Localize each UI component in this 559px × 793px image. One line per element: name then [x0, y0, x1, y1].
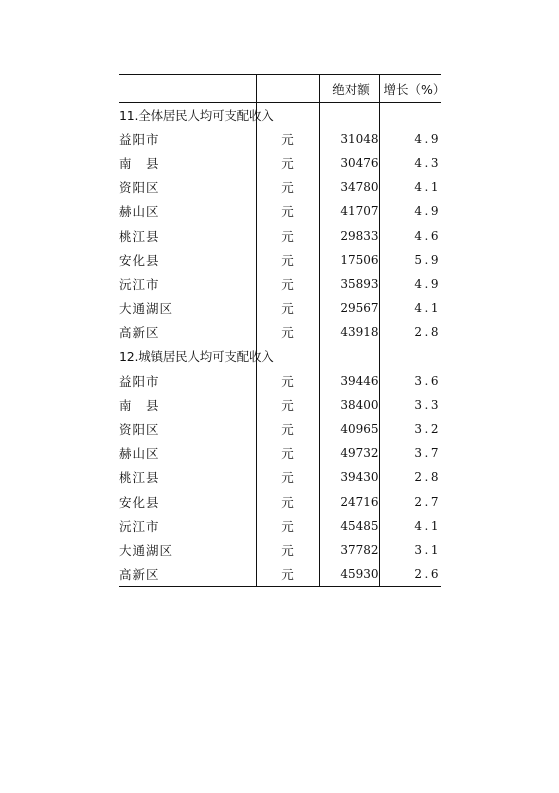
table-row [119, 465, 441, 489]
absolute-amount-cell: 39430 [319, 465, 379, 489]
table-row [119, 562, 441, 586]
table-row [119, 248, 441, 272]
unit-cell: 元 [256, 248, 319, 272]
section-abs-cell [319, 103, 379, 127]
table-row [119, 320, 441, 344]
growth-percent-cell: 4.9 [379, 272, 441, 296]
region-name: 南 县 [119, 155, 160, 171]
growth-percent-cell: 4.1 [379, 514, 441, 538]
absolute-amount-cell: 45485 [319, 514, 379, 538]
absolute-amount-cell: 40965 [319, 417, 379, 441]
region-name: 益阳市 [119, 373, 160, 389]
unit-cell: 元 [256, 175, 319, 199]
table-row [119, 417, 441, 441]
growth-percent-cell: 2.8 [379, 465, 441, 489]
section-header-row [119, 103, 441, 127]
unit-cell: 元 [256, 127, 319, 151]
unit-cell: 元 [256, 151, 319, 175]
unit-cell: 元 [256, 393, 319, 417]
table-row [119, 296, 441, 320]
unit-cell: 元 [256, 490, 319, 514]
region-name: 桃江县 [119, 228, 160, 244]
absolute-amount-cell: 17506 [319, 248, 379, 272]
absolute-amount-cell: 30476 [319, 151, 379, 175]
table-body [119, 103, 441, 587]
growth-percent-cell: 4.3 [379, 151, 441, 175]
section-abs-cell [319, 344, 379, 368]
growth-percent-cell: 4.1 [379, 175, 441, 199]
unit-cell: 元 [256, 296, 319, 320]
absolute-amount-cell: 35893 [319, 272, 379, 296]
region-name: 大通湖区 [119, 542, 174, 558]
table-row [119, 272, 441, 296]
absolute-amount-cell: 37782 [319, 538, 379, 562]
section-growth-cell [379, 344, 441, 368]
region-name: 益阳市 [119, 131, 160, 147]
table-row [119, 223, 441, 247]
region-name: 南 县 [119, 397, 160, 413]
unit-cell: 元 [256, 441, 319, 465]
table-row [119, 538, 441, 562]
absolute-amount-cell: 43918 [319, 320, 379, 344]
absolute-amount-cell: 38400 [319, 393, 379, 417]
unit-cell: 元 [256, 465, 319, 489]
section-header-row [119, 344, 441, 368]
region-name: 桃江县 [119, 470, 160, 486]
growth-percent-cell: 3.2 [379, 417, 441, 441]
unit-cell: 元 [256, 417, 319, 441]
absolute-amount-cell: 24716 [319, 490, 379, 514]
growth-percent-cell: 4.9 [379, 199, 441, 223]
unit-cell: 元 [256, 320, 319, 344]
header-item [119, 75, 256, 103]
region-name: 大通湖区 [119, 301, 174, 317]
unit-cell: 元 [256, 538, 319, 562]
unit-cell: 元 [256, 562, 319, 586]
growth-percent-cell: 3.7 [379, 441, 441, 465]
absolute-amount-cell: 39446 [319, 369, 379, 393]
header-unit [256, 75, 319, 103]
region-name: 沅江市 [119, 518, 160, 534]
unit-cell: 元 [256, 514, 319, 538]
growth-percent-cell: 3.1 [379, 538, 441, 562]
growth-percent-cell: 2.6 [379, 562, 441, 586]
region-name: 安化县 [119, 252, 160, 268]
growth-percent-cell: 3.3 [379, 393, 441, 417]
absolute-amount-cell: 45930 [319, 562, 379, 586]
absolute-amount-cell: 29833 [319, 223, 379, 247]
table-row [119, 490, 441, 514]
region-name: 资阳区 [119, 422, 160, 438]
growth-percent-cell: 2.7 [379, 490, 441, 514]
region-name: 赫山区 [119, 204, 160, 220]
table-row [119, 151, 441, 175]
growth-percent-cell: 5.9 [379, 248, 441, 272]
section-title: 12.城镇居民人均可支配收入 [119, 349, 274, 365]
growth-percent-cell: 4.6 [379, 223, 441, 247]
table-row [119, 175, 441, 199]
table-row [119, 514, 441, 538]
table-row [119, 441, 441, 465]
growth-percent-cell: 3.6 [379, 369, 441, 393]
header-absolute-amount: 绝对额 [319, 75, 379, 103]
unit-cell: 元 [256, 199, 319, 223]
section-growth-cell [379, 103, 441, 127]
growth-percent-cell: 2.8 [379, 320, 441, 344]
unit-cell: 元 [256, 223, 319, 247]
section-title: 11.全体居民人均可支配收入 [119, 107, 274, 123]
absolute-amount-cell: 34780 [319, 175, 379, 199]
unit-cell: 元 [256, 272, 319, 296]
absolute-amount-cell: 31048 [319, 127, 379, 151]
header-row [119, 75, 441, 103]
table-row [119, 369, 441, 393]
region-name: 高新区 [119, 562, 256, 586]
header-growth-percent: 增长（%） [379, 75, 441, 103]
growth-percent-cell: 4.1 [379, 296, 441, 320]
region-name: 沅江市 [119, 276, 160, 292]
region-name: 安化县 [119, 494, 160, 510]
unit-cell: 元 [256, 369, 319, 393]
income-statistics-table [119, 74, 446, 587]
region-name: 资阳区 [119, 180, 160, 196]
absolute-amount-cell: 29567 [319, 296, 379, 320]
table-row [119, 199, 441, 223]
table-header [119, 75, 446, 103]
region-name: 赫山区 [119, 446, 160, 462]
absolute-amount-cell: 41707 [319, 199, 379, 223]
table-row [119, 393, 441, 417]
region-name: 高新区 [119, 325, 160, 341]
absolute-amount-cell: 49732 [319, 441, 379, 465]
growth-percent-cell: 4.9 [379, 127, 441, 151]
table-row [119, 127, 441, 151]
